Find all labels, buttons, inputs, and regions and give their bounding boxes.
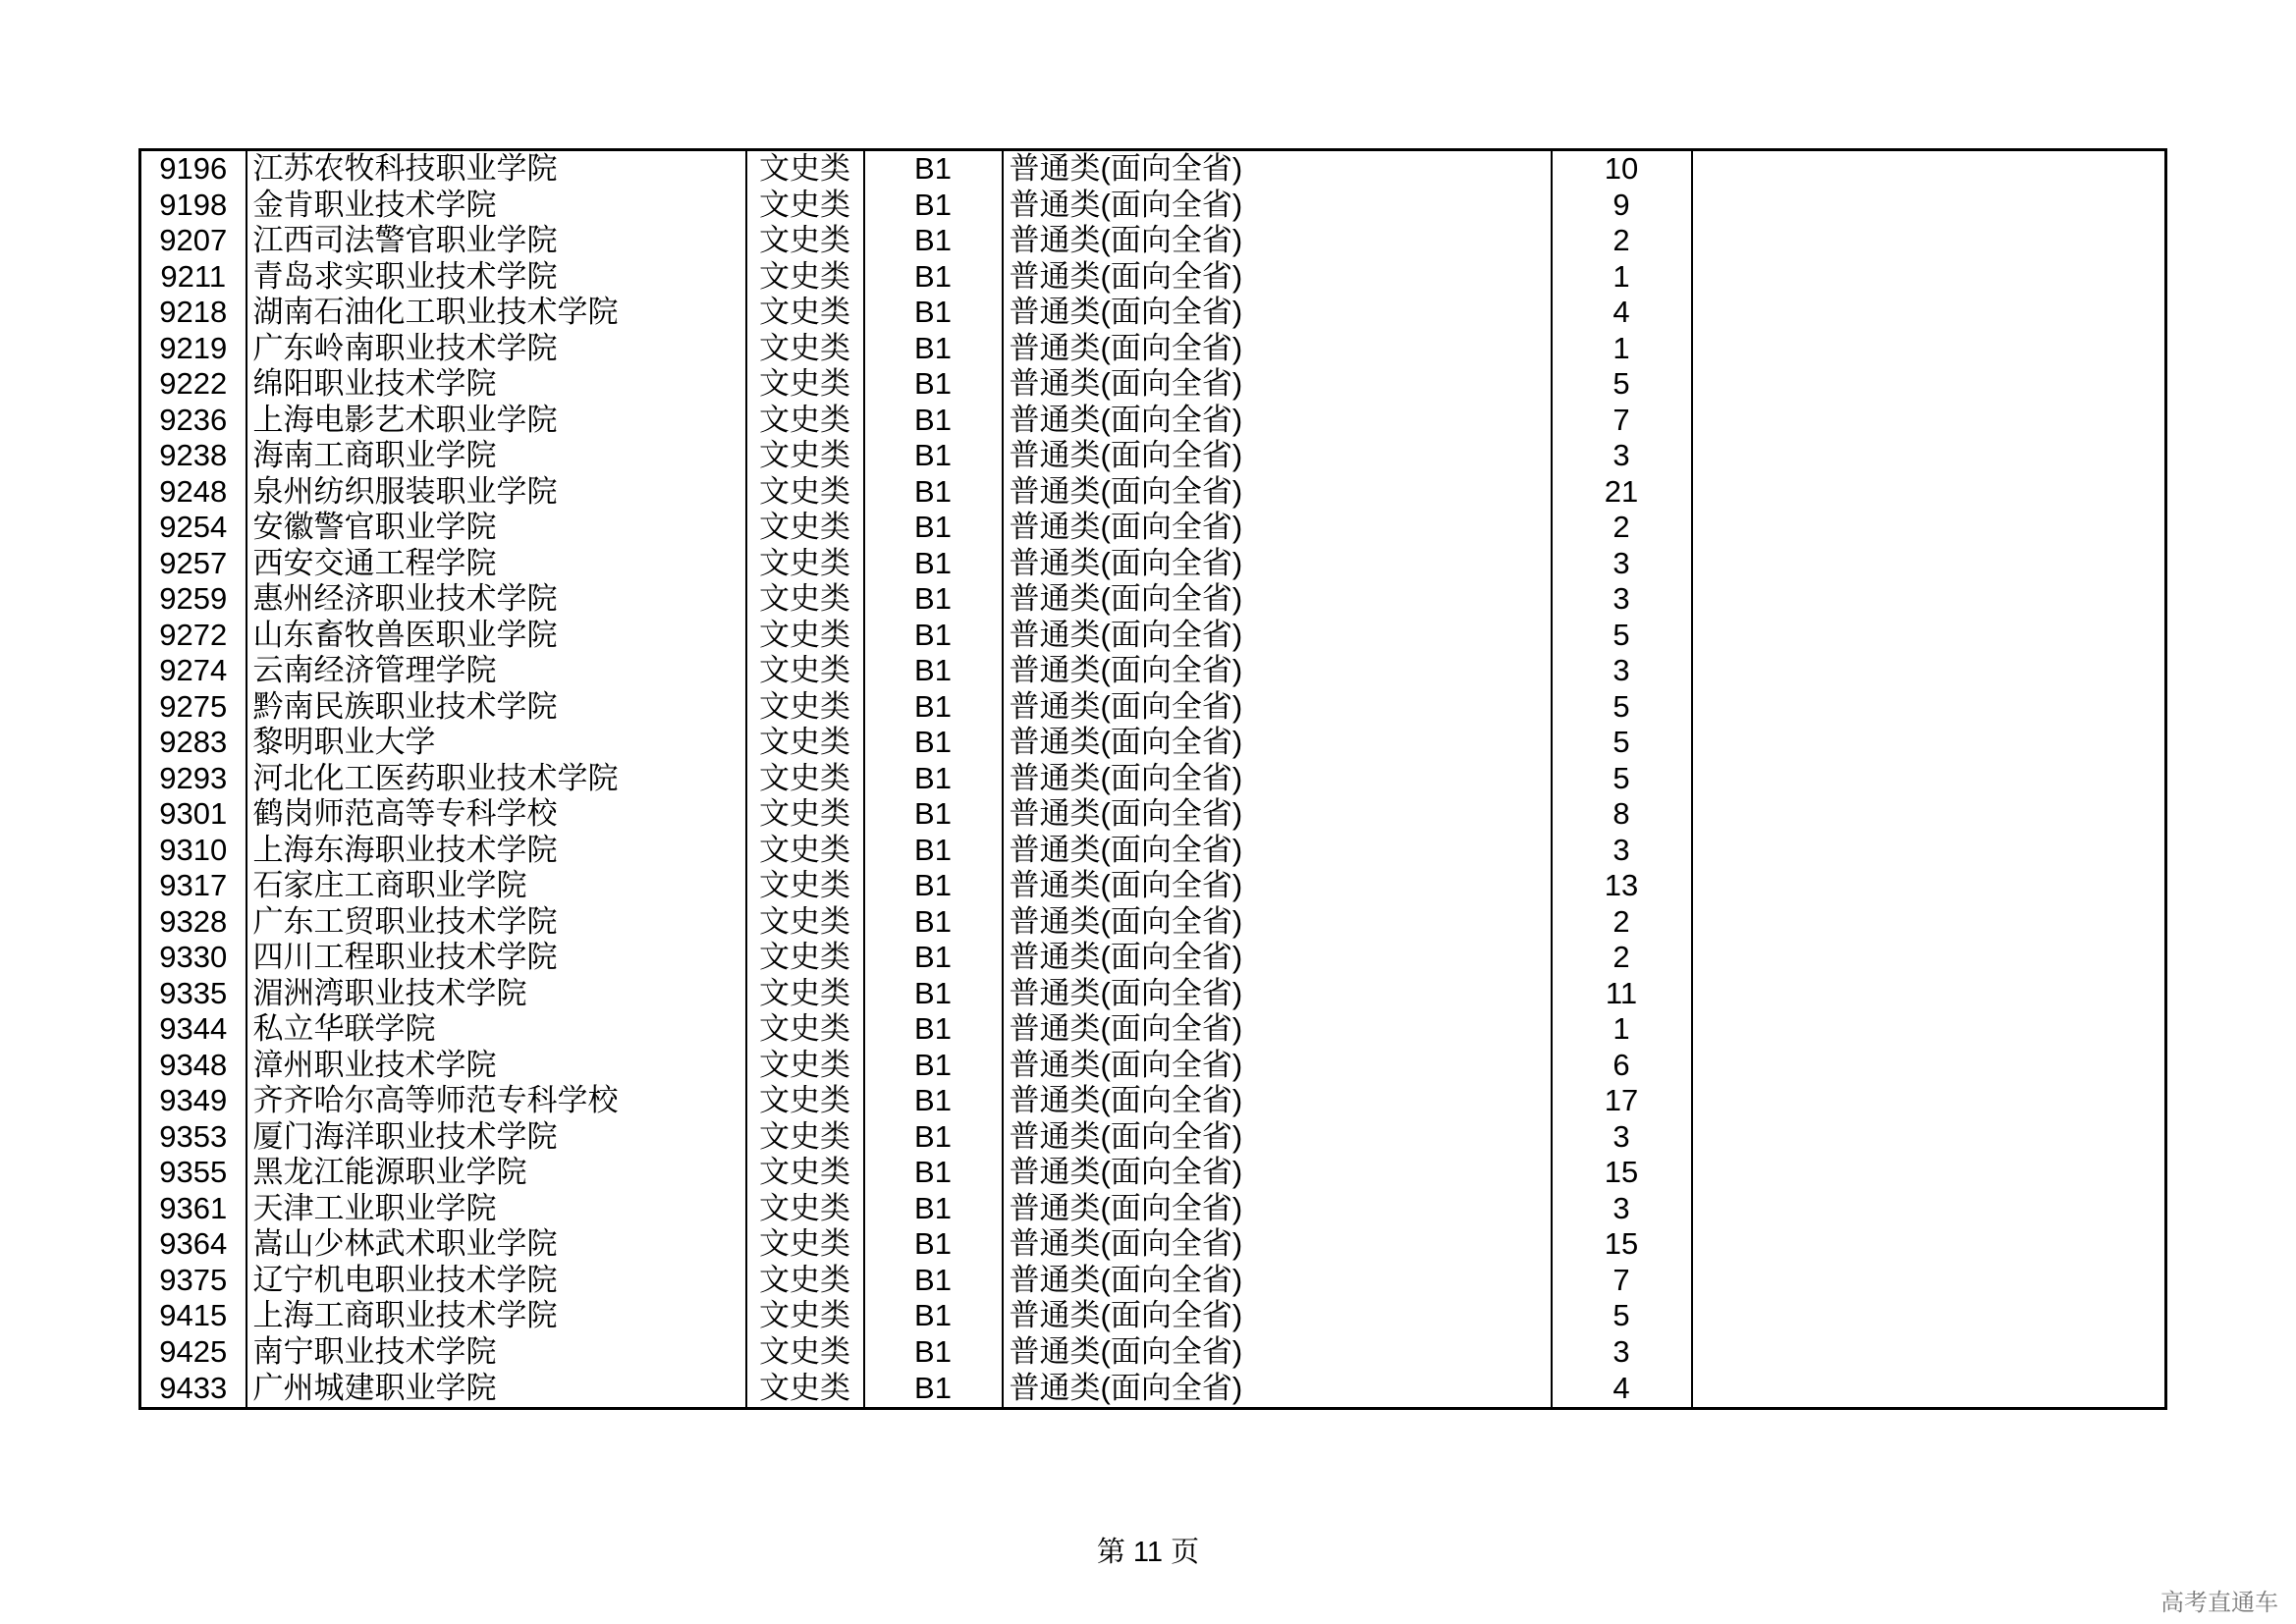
- enrollment-type-cell: 普通类(面向全省): [1003, 150, 1552, 188]
- school-code-cell: 9275: [140, 689, 246, 726]
- remarks-cell: [1692, 223, 2166, 259]
- remarks-cell: [1692, 1083, 2166, 1119]
- school-name-cell: 江苏农牧科技职业学院: [246, 150, 746, 188]
- subject-category-cell: 文史类: [746, 581, 864, 618]
- batch-cell: B1: [864, 1370, 1003, 1409]
- remarks-cell: [1692, 366, 2166, 403]
- remarks-cell: [1692, 868, 2166, 904]
- remarks-cell: [1692, 1370, 2166, 1409]
- school-name-cell: 厦门海洋职业技术学院: [246, 1119, 746, 1156]
- school-code-cell: 9344: [140, 1011, 246, 1048]
- school-name-cell: 河北化工医药职业技术学院: [246, 761, 746, 797]
- enrollment-type-cell: 普通类(面向全省): [1003, 1083, 1552, 1119]
- school-code-cell: 9222: [140, 366, 246, 403]
- school-code-cell: 9196: [140, 150, 246, 188]
- subject-category-cell: 文史类: [746, 331, 864, 367]
- subject-category-cell: 文史类: [746, 1370, 864, 1409]
- school-code-cell: 9238: [140, 438, 246, 474]
- table-row: [140, 331, 2166, 367]
- school-name-cell: 上海东海职业技术学院: [246, 833, 746, 869]
- enrollment-type-cell: 普通类(面向全省): [1003, 1226, 1552, 1263]
- enrollment-type-cell: 普通类(面向全省): [1003, 1011, 1552, 1048]
- school-name-cell: 黎明职业大学: [246, 725, 746, 761]
- school-code-cell: 9207: [140, 223, 246, 259]
- enrollment-type-cell: 普通类(面向全省): [1003, 1370, 1552, 1409]
- school-code-cell: 9198: [140, 188, 246, 224]
- remarks-cell: [1692, 546, 2166, 582]
- school-code-cell: 9349: [140, 1083, 246, 1119]
- batch-cell: B1: [864, 761, 1003, 797]
- enrollment-type-cell: 普通类(面向全省): [1003, 403, 1552, 439]
- subject-category-cell: 文史类: [746, 868, 864, 904]
- subject-category-cell: 文史类: [746, 1334, 864, 1371]
- enrollment-type-cell: 普通类(面向全省): [1003, 510, 1552, 546]
- school-name-cell: 四川工程职业技术学院: [246, 940, 746, 976]
- enrollment-type-cell: 普通类(面向全省): [1003, 1048, 1552, 1084]
- page-number: 第 11 页: [1096, 1537, 1200, 1568]
- table-row: [140, 618, 2166, 654]
- school-name-cell: 金肯职业技术学院: [246, 188, 746, 224]
- table-row: [140, 1191, 2166, 1227]
- subject-category-cell: 文史类: [746, 510, 864, 546]
- subject-category-cell: 文史类: [746, 366, 864, 403]
- school-name-cell: 黔南民族职业技术学院: [246, 689, 746, 726]
- remarks-cell: [1692, 1334, 2166, 1371]
- enrollment-type-cell: 普通类(面向全省): [1003, 1263, 1552, 1299]
- enrollment-type-cell: 普通类(面向全省): [1003, 259, 1552, 296]
- subject-category-cell: 文史类: [746, 295, 864, 331]
- plan-count-cell: 3: [1552, 581, 1692, 618]
- school-name-cell: 齐齐哈尔高等师范专科学校: [246, 1083, 746, 1119]
- remarks-cell: [1692, 833, 2166, 869]
- table-row: [140, 1263, 2166, 1299]
- enrollment-type-cell: 普通类(面向全省): [1003, 1155, 1552, 1191]
- table-row: [140, 1226, 2166, 1263]
- enrollment-type-cell: 普通类(面向全省): [1003, 295, 1552, 331]
- enrollment-type-cell: 普通类(面向全省): [1003, 438, 1552, 474]
- subject-category-cell: 文史类: [746, 438, 864, 474]
- school-code-cell: 9353: [140, 1119, 246, 1156]
- school-name-cell: 海南工商职业学院: [246, 438, 746, 474]
- table-row: [140, 474, 2166, 511]
- remarks-cell: [1692, 1263, 2166, 1299]
- plan-count-cell: 2: [1552, 510, 1692, 546]
- plan-count-cell: 15: [1552, 1226, 1692, 1263]
- table-row: [140, 510, 2166, 546]
- enrollment-type-cell: 普通类(面向全省): [1003, 689, 1552, 726]
- enrollment-type-cell: 普通类(面向全省): [1003, 188, 1552, 224]
- school-code-cell: 9211: [140, 259, 246, 296]
- school-code-cell: 9248: [140, 474, 246, 511]
- batch-cell: B1: [864, 581, 1003, 618]
- remarks-cell: [1692, 1011, 2166, 1048]
- table-row: [140, 868, 2166, 904]
- school-code-cell: 9293: [140, 761, 246, 797]
- subject-category-cell: 文史类: [746, 940, 864, 976]
- plan-count-cell: 5: [1552, 618, 1692, 654]
- batch-cell: B1: [864, 689, 1003, 726]
- school-code-cell: 9433: [140, 1370, 246, 1409]
- table-row: [140, 976, 2166, 1012]
- school-code-cell: 9375: [140, 1263, 246, 1299]
- subject-category-cell: 文史类: [746, 833, 864, 869]
- batch-cell: B1: [864, 1119, 1003, 1156]
- table-row: [140, 1155, 2166, 1191]
- remarks-cell: [1692, 474, 2166, 511]
- subject-category-cell: 文史类: [746, 474, 864, 511]
- subject-category-cell: 文史类: [746, 259, 864, 296]
- school-code-cell: 9218: [140, 295, 246, 331]
- batch-cell: B1: [864, 366, 1003, 403]
- school-name-cell: 安徽警官职业学院: [246, 510, 746, 546]
- school-name-cell: 湄洲湾职业技术学院: [246, 976, 746, 1012]
- subject-category-cell: 文史类: [746, 796, 864, 833]
- enrollment-type-cell: 普通类(面向全省): [1003, 761, 1552, 797]
- school-code-cell: 9317: [140, 868, 246, 904]
- remarks-cell: [1692, 438, 2166, 474]
- plan-count-cell: 6: [1552, 1048, 1692, 1084]
- table-row: [140, 761, 2166, 797]
- batch-cell: B1: [864, 940, 1003, 976]
- remarks-cell: [1692, 689, 2166, 726]
- remarks-cell: [1692, 1298, 2166, 1334]
- school-code-cell: 9425: [140, 1334, 246, 1371]
- subject-category-cell: 文史类: [746, 150, 864, 188]
- subject-category-cell: 文史类: [746, 761, 864, 797]
- school-code-cell: 9272: [140, 618, 246, 654]
- subject-category-cell: 文史类: [746, 976, 864, 1012]
- subject-category-cell: 文史类: [746, 1226, 864, 1263]
- batch-cell: B1: [864, 1048, 1003, 1084]
- enrollment-type-cell: 普通类(面向全省): [1003, 474, 1552, 511]
- enrollment-type-cell: 普通类(面向全省): [1003, 618, 1552, 654]
- school-name-cell: 上海工商职业技术学院: [246, 1298, 746, 1334]
- remarks-cell: [1692, 940, 2166, 976]
- remarks-cell: [1692, 1226, 2166, 1263]
- school-code-cell: 9415: [140, 1298, 246, 1334]
- table-row: [140, 366, 2166, 403]
- batch-cell: B1: [864, 1263, 1003, 1299]
- batch-cell: B1: [864, 150, 1003, 188]
- enrollment-type-cell: 普通类(面向全省): [1003, 581, 1552, 618]
- remarks-cell: [1692, 1119, 2166, 1156]
- school-name-cell: 黑龙江能源职业学院: [246, 1155, 746, 1191]
- plan-count-cell: 3: [1552, 833, 1692, 869]
- subject-category-cell: 文史类: [746, 725, 864, 761]
- plan-count-cell: 2: [1552, 223, 1692, 259]
- table-row: [140, 223, 2166, 259]
- batch-cell: B1: [864, 403, 1003, 439]
- school-name-cell: 嵩山少林武术职业学院: [246, 1226, 746, 1263]
- enrollment-type-cell: 普通类(面向全省): [1003, 1334, 1552, 1371]
- school-code-cell: 9335: [140, 976, 246, 1012]
- enrollment-type-cell: 普通类(面向全省): [1003, 331, 1552, 367]
- remarks-cell: [1692, 796, 2166, 833]
- subject-category-cell: 文史类: [746, 1155, 864, 1191]
- table-row: [140, 1048, 2166, 1084]
- school-name-cell: 广东工贸职业技术学院: [246, 904, 746, 941]
- plan-count-cell: 15: [1552, 1155, 1692, 1191]
- remarks-cell: [1692, 761, 2166, 797]
- subject-category-cell: 文史类: [746, 1083, 864, 1119]
- table-row: [140, 259, 2166, 296]
- school-name-cell: 云南经济管理学院: [246, 653, 746, 689]
- school-name-cell: 鹤岗师范高等专科学校: [246, 796, 746, 833]
- batch-cell: B1: [864, 868, 1003, 904]
- plan-count-cell: 3: [1552, 438, 1692, 474]
- subject-category-cell: 文史类: [746, 1263, 864, 1299]
- table-row: [140, 438, 2166, 474]
- remarks-cell: [1692, 403, 2166, 439]
- enrollment-type-cell: 普通类(面向全省): [1003, 725, 1552, 761]
- school-code-cell: 9301: [140, 796, 246, 833]
- table-row: [140, 1334, 2166, 1371]
- school-name-cell: 西安交通工程学院: [246, 546, 746, 582]
- plan-count-cell: 2: [1552, 940, 1692, 976]
- school-name-cell: 天津工业职业学院: [246, 1191, 746, 1227]
- watermark-text: 高考直通车: [2160, 1590, 2278, 1616]
- school-name-cell: 泉州纺织服装职业学院: [246, 474, 746, 511]
- enrollment-type-cell: 普通类(面向全省): [1003, 1298, 1552, 1334]
- batch-cell: B1: [864, 295, 1003, 331]
- table-row: [140, 1083, 2166, 1119]
- table-row: [140, 403, 2166, 439]
- school-name-cell: 湖南石油化工职业技术学院: [246, 295, 746, 331]
- plan-count-cell: 3: [1552, 1119, 1692, 1156]
- plan-count-cell: 5: [1552, 761, 1692, 797]
- remarks-cell: [1692, 581, 2166, 618]
- plan-count-cell: 5: [1552, 366, 1692, 403]
- table-row: [140, 833, 2166, 869]
- school-name-cell: 山东畜牧兽医职业学院: [246, 618, 746, 654]
- enrollment-type-cell: 普通类(面向全省): [1003, 366, 1552, 403]
- enrollment-type-cell: 普通类(面向全省): [1003, 223, 1552, 259]
- enrollment-type-cell: 普通类(面向全省): [1003, 546, 1552, 582]
- remarks-cell: [1692, 295, 2166, 331]
- batch-cell: B1: [864, 653, 1003, 689]
- enrollment-type-cell: 普通类(面向全省): [1003, 653, 1552, 689]
- batch-cell: B1: [864, 1155, 1003, 1191]
- subject-category-cell: 文史类: [746, 653, 864, 689]
- table-row: [140, 295, 2166, 331]
- batch-cell: B1: [864, 438, 1003, 474]
- batch-cell: B1: [864, 259, 1003, 296]
- plan-count-cell: 4: [1552, 295, 1692, 331]
- batch-cell: B1: [864, 510, 1003, 546]
- school-code-cell: 9348: [140, 1048, 246, 1084]
- school-name-cell: 广东岭南职业技术学院: [246, 331, 746, 367]
- batch-cell: B1: [864, 1083, 1003, 1119]
- table-row: [140, 904, 2166, 941]
- plan-count-cell: 5: [1552, 689, 1692, 726]
- remarks-cell: [1692, 976, 2166, 1012]
- batch-cell: B1: [864, 833, 1003, 869]
- plan-count-cell: 21: [1552, 474, 1692, 511]
- subject-category-cell: 文史类: [746, 1298, 864, 1334]
- remarks-cell: [1692, 1191, 2166, 1227]
- table-row: [140, 1119, 2166, 1156]
- remarks-cell: [1692, 725, 2166, 761]
- plan-count-cell: 7: [1552, 403, 1692, 439]
- school-code-cell: 9257: [140, 546, 246, 582]
- enrollment-type-cell: 普通类(面向全省): [1003, 1119, 1552, 1156]
- school-name-cell: 广州城建职业学院: [246, 1370, 746, 1409]
- school-code-cell: 9361: [140, 1191, 246, 1227]
- table-row: [140, 150, 2166, 188]
- batch-cell: B1: [864, 546, 1003, 582]
- table-row: [140, 940, 2166, 976]
- remarks-cell: [1692, 331, 2166, 367]
- batch-cell: B1: [864, 1011, 1003, 1048]
- school-code-cell: 9328: [140, 904, 246, 941]
- school-name-cell: 漳州职业技术学院: [246, 1048, 746, 1084]
- table-body: [140, 150, 2166, 1409]
- school-code-cell: 9310: [140, 833, 246, 869]
- subject-category-cell: 文史类: [746, 1119, 864, 1156]
- school-code-cell: 9283: [140, 725, 246, 761]
- batch-cell: B1: [864, 331, 1003, 367]
- plan-count-cell: 11: [1552, 976, 1692, 1012]
- batch-cell: B1: [864, 725, 1003, 761]
- batch-cell: B1: [864, 188, 1003, 224]
- plan-count-cell: 5: [1552, 1298, 1692, 1334]
- plan-count-cell: 1: [1552, 259, 1692, 296]
- remarks-cell: [1692, 653, 2166, 689]
- school-code-cell: 9355: [140, 1155, 246, 1191]
- plan-count-cell: 3: [1552, 1334, 1692, 1371]
- enrollment-type-cell: 普通类(面向全省): [1003, 833, 1552, 869]
- enrollment-type-cell: 普通类(面向全省): [1003, 868, 1552, 904]
- school-name-cell: 辽宁机电职业技术学院: [246, 1263, 746, 1299]
- enrollment-type-cell: 普通类(面向全省): [1003, 940, 1552, 976]
- enrollment-type-cell: 普通类(面向全省): [1003, 976, 1552, 1012]
- plan-count-cell: 3: [1552, 653, 1692, 689]
- school-name-cell: 绵阳职业技术学院: [246, 366, 746, 403]
- plan-count-cell: 17: [1552, 1083, 1692, 1119]
- remarks-cell: [1692, 188, 2166, 224]
- subject-category-cell: 文史类: [746, 546, 864, 582]
- remarks-cell: [1692, 618, 2166, 654]
- plan-count-cell: 8: [1552, 796, 1692, 833]
- batch-cell: B1: [864, 618, 1003, 654]
- school-code-cell: 9254: [140, 510, 246, 546]
- subject-category-cell: 文史类: [746, 403, 864, 439]
- school-code-cell: 9274: [140, 653, 246, 689]
- admission-plan-table: [138, 148, 2167, 1410]
- table-row: [140, 1370, 2166, 1409]
- remarks-cell: [1692, 150, 2166, 188]
- plan-count-cell: 1: [1552, 331, 1692, 367]
- table-row: [140, 1298, 2166, 1334]
- enrollment-type-cell: 普通类(面向全省): [1003, 904, 1552, 941]
- table-row: [140, 188, 2166, 224]
- remarks-cell: [1692, 259, 2166, 296]
- subject-category-cell: 文史类: [746, 618, 864, 654]
- remarks-cell: [1692, 1155, 2166, 1191]
- table-row: [140, 689, 2166, 726]
- remarks-cell: [1692, 510, 2166, 546]
- batch-cell: B1: [864, 223, 1003, 259]
- school-code-cell: 9219: [140, 331, 246, 367]
- batch-cell: B1: [864, 1334, 1003, 1371]
- school-code-cell: 9259: [140, 581, 246, 618]
- subject-category-cell: 文史类: [746, 1191, 864, 1227]
- plan-count-cell: 1: [1552, 1011, 1692, 1048]
- school-code-cell: 9236: [140, 403, 246, 439]
- batch-cell: B1: [864, 1298, 1003, 1334]
- school-name-cell: 石家庄工商职业学院: [246, 868, 746, 904]
- remarks-cell: [1692, 904, 2166, 941]
- remarks-cell: [1692, 1048, 2166, 1084]
- table-row: [140, 796, 2166, 833]
- table-row: [140, 546, 2166, 582]
- school-name-cell: 青岛求实职业技术学院: [246, 259, 746, 296]
- subject-category-cell: 文史类: [746, 904, 864, 941]
- batch-cell: B1: [864, 904, 1003, 941]
- school-name-cell: 上海电影艺术职业学院: [246, 403, 746, 439]
- school-name-cell: 惠州经济职业技术学院: [246, 581, 746, 618]
- school-name-cell: 江西司法警官职业学院: [246, 223, 746, 259]
- enrollment-type-cell: 普通类(面向全省): [1003, 796, 1552, 833]
- plan-count-cell: 7: [1552, 1263, 1692, 1299]
- enrollment-type-cell: 普通类(面向全省): [1003, 1191, 1552, 1227]
- plan-count-cell: 2: [1552, 904, 1692, 941]
- plan-count-cell: 3: [1552, 546, 1692, 582]
- batch-cell: B1: [864, 796, 1003, 833]
- table-row: [140, 581, 2166, 618]
- plan-count-cell: 10: [1552, 150, 1692, 188]
- table-row: [140, 1011, 2166, 1048]
- subject-category-cell: 文史类: [746, 1011, 864, 1048]
- school-code-cell: 9330: [140, 940, 246, 976]
- subject-category-cell: 文史类: [746, 223, 864, 259]
- batch-cell: B1: [864, 1191, 1003, 1227]
- plan-count-cell: 9: [1552, 188, 1692, 224]
- plan-count-cell: 13: [1552, 868, 1692, 904]
- subject-category-cell: 文史类: [746, 689, 864, 726]
- subject-category-cell: 文史类: [746, 188, 864, 224]
- school-name-cell: 私立华联学院: [246, 1011, 746, 1048]
- plan-count-cell: 3: [1552, 1191, 1692, 1227]
- table-row: [140, 725, 2166, 761]
- batch-cell: B1: [864, 976, 1003, 1012]
- table-row: [140, 653, 2166, 689]
- school-name-cell: 南宁职业技术学院: [246, 1334, 746, 1371]
- batch-cell: B1: [864, 1226, 1003, 1263]
- school-code-cell: 9364: [140, 1226, 246, 1263]
- subject-category-cell: 文史类: [746, 1048, 864, 1084]
- plan-count-cell: 5: [1552, 725, 1692, 761]
- batch-cell: B1: [864, 474, 1003, 511]
- plan-count-cell: 4: [1552, 1370, 1692, 1409]
